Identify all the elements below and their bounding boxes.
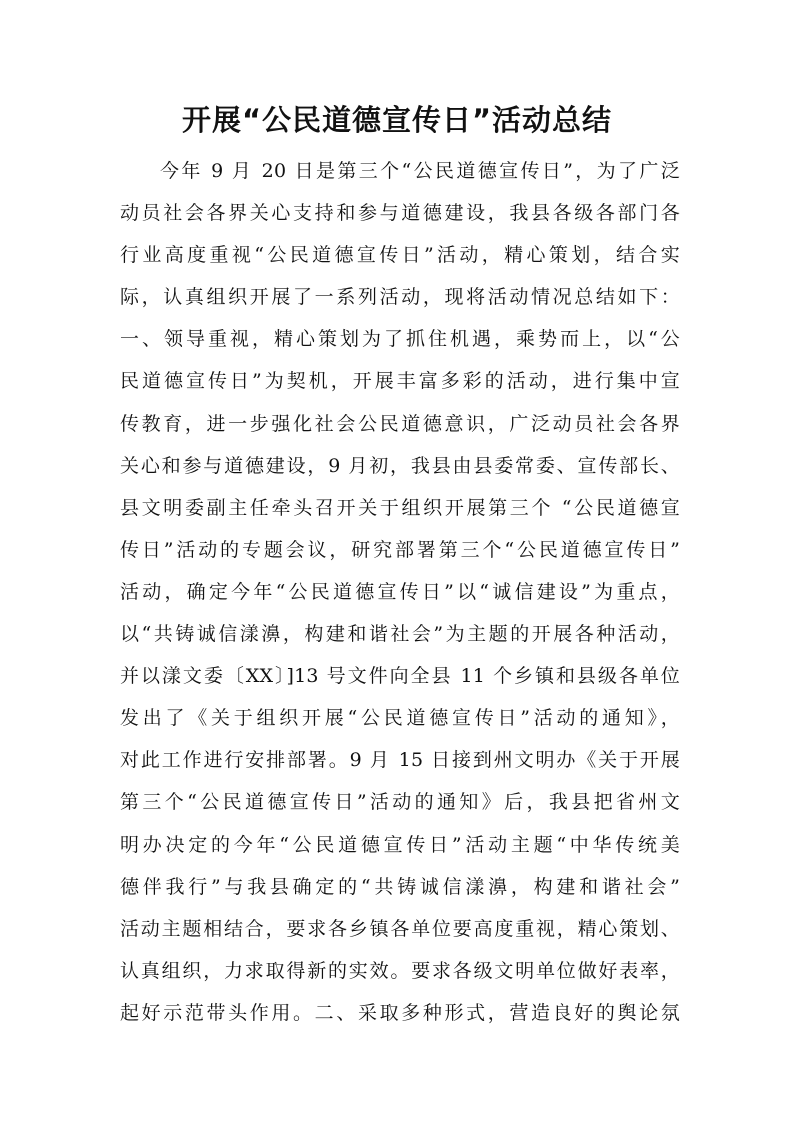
body-line: 活动，确定今年“公民道德宣传日”以“诚信建设”为重点，	[120, 580, 680, 603]
body-line: 传日”活动的专题会议，研究部署第三个“公民道德宣传日”	[120, 538, 680, 561]
body-line: 第三个“公民道德宣传日”活动的通知》后，我县把省州文	[120, 791, 680, 814]
body-line: 今年 9 月 20 日是第三个“公民道德宣传日”，为了广泛	[160, 160, 680, 182]
body-line: 发出了《关于组织开展“公民道德宣传日”活动的通知》，	[120, 707, 680, 730]
body-line: 传教育，进一步强化社会公民道德意识，广泛动员社会各界	[120, 412, 680, 435]
body-line: 并以漾文委〔XX〕]13 号文件向全县 11 个乡镇和县级各单位	[120, 665, 680, 688]
body-line: 德伴我行”与我县确定的“共铸诚信漾濞，构建和谐社会”	[120, 875, 680, 898]
body-line: 对此工作进行安排部署。9 月 15 日接到州文明办《关于开展	[120, 749, 680, 772]
body-line: 活动主题相结合，要求各乡镇各单位要高度重视，精心策划、	[120, 917, 680, 940]
body-line: 认真组织，力求取得新的实效。要求各级文明单位做好表率，	[120, 959, 680, 982]
body-line: 行业高度重视“公民道德宣传日”活动，精心策划，结合实	[120, 244, 680, 267]
document-title: 开展“公民道德宣传日”活动总结	[181, 103, 613, 137]
body-line: 一、领导重视，精心策划为了抓住机遇，乘势而上，以“公	[120, 328, 680, 351]
body-line: 动员社会各界关心支持和参与道德建设，我县各级各部门各	[120, 202, 680, 225]
body-line: 明办决定的今年“公民道德宣传日”活动主题“中华传统美	[120, 833, 680, 856]
body-line: 以“共铸诚信漾濞，构建和谐社会”为主题的开展各种活动，	[120, 623, 680, 646]
document-body	[120, 150, 680, 1034]
body-line: 起好示范带头作用。二、采取多种形式，营造良好的舆论氛	[120, 1001, 680, 1024]
body-line: 民道德宣传日”为契机，开展丰富多彩的活动，进行集中宣	[120, 370, 680, 393]
body-line: 际，认真组织开展了一系列活动，现将活动情况总结如下：	[120, 286, 680, 309]
body-line: 关心和参与道德建设，9 月初，我县由县委常委、宣传部长、	[120, 454, 680, 477]
body-line: 县文明委副主任牵头召开关于组织开展第三个 “公民道德宣	[120, 496, 680, 519]
